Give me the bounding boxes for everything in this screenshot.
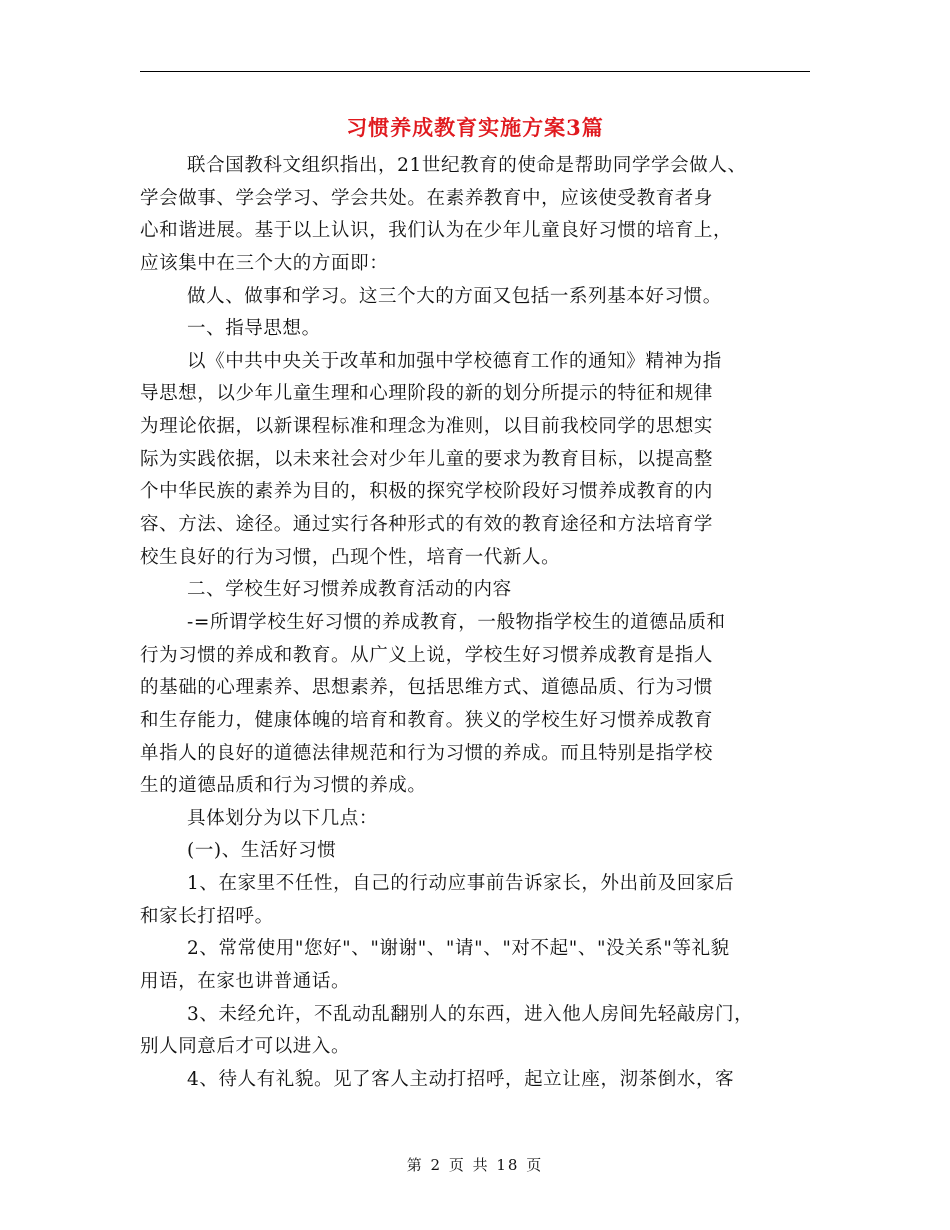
body-text-line: 做人、做事和学习。这三个大的方面又包括一系列基本好习惯。 bbox=[187, 285, 722, 307]
body-text-line: 应该集中在三个大的方面即： bbox=[140, 252, 389, 274]
body-text-line: 和生存能力，健康体魄的培育和教育。狭义的学校生好习惯养成教育 bbox=[140, 709, 714, 731]
body-text-line: 际为实践依据，以未来社会对少年儿童的要求为教育目标，以提高整 bbox=[140, 448, 714, 470]
body-text-line: 二、学校生好习惯养成教育活动的内容 bbox=[187, 579, 512, 601]
body-text-line: 校生良好的行为习惯，凸现个性，培育一代新人。 bbox=[140, 546, 561, 568]
document-title: 习惯养成教育实施方案3篇 bbox=[346, 115, 604, 140]
body-text-line: 联合国教科文组织指出，21世纪教育的使命是帮助同学学会做人、 bbox=[187, 155, 747, 176]
body-text-line: 具体划分为以下几点： bbox=[187, 807, 379, 829]
body-text-line: 1、在家里不任性，自己的行动应事前告诉家长，外出前及回家后 bbox=[187, 873, 735, 895]
body-text-line: 3、未经允许，不乱动乱翻别人的东西，进入他人房间先轻敲房门， bbox=[187, 1003, 754, 1025]
body-text-line: 别人同意后才可以进入。 bbox=[140, 1036, 351, 1058]
document-body bbox=[140, 150, 810, 1097]
body-text-line: 容、方法、途径。通过实行各种形式的有效的教育途径和方法培育学 bbox=[140, 514, 714, 536]
body-text-line: 心和谐进展。基于以上认识，我们认为在少年儿童良好习惯的培育上， bbox=[140, 220, 733, 242]
body-text-line: 行为习惯的养成和教育。从广义上说，学校生好习惯养成教育是指人 bbox=[140, 644, 714, 666]
body-text-line: 为理论依据，以新课程标准和理念为准则，以目前我校同学的思想实 bbox=[140, 416, 714, 438]
body-text-line: 单指人的良好的道德法律规范和行为习惯的养成。而且特别是指学校 bbox=[140, 742, 714, 764]
body-text-line: 以《中共中央关于改革和加强中学校德育工作的通知》精神为指 bbox=[187, 350, 722, 372]
body-text-line: 和家长打招呼。 bbox=[140, 905, 274, 927]
body-text-line: -=所谓学校生好习惯的养成教育，一般物指学校生的道德品质和 bbox=[187, 611, 726, 633]
body-text-line: 导思想，以少年儿童生理和心理阶段的新的划分所提示的特征和规律 bbox=[140, 383, 714, 405]
page-indicator: 第 2 页 共 18 页 bbox=[406, 1156, 544, 1174]
body-text-line: 学会做事、学会学习、学会共处。在素养教育中，应该使受教育者身 bbox=[140, 187, 714, 209]
body-text-line: 用语，在家也讲普通话。 bbox=[140, 971, 351, 993]
body-text-line: 的基础的心理素养、思想素养，包括思维方式、道德品质、行为习惯 bbox=[140, 677, 714, 699]
body-text-line: 生的道德品质和行为习惯的养成。 bbox=[140, 775, 427, 797]
body-text-line: 个中华民族的素养为目的，积极的探究学校阶段好习惯养成教育的内 bbox=[140, 481, 714, 503]
body-text-line: (一)、生活好习惯 bbox=[187, 840, 337, 862]
body-text-line: 一、指导思想。 bbox=[187, 318, 321, 340]
body-text-line: 4、待人有礼貌。见了客人主动打招呼，起立让座，沏茶倒水，客 bbox=[187, 1068, 735, 1090]
header-rule bbox=[140, 71, 810, 72]
body-text-line: 2、常常使用"您好"、"谢谢"、"请"、"对不起"、"没关系"等礼貌 bbox=[187, 938, 730, 960]
